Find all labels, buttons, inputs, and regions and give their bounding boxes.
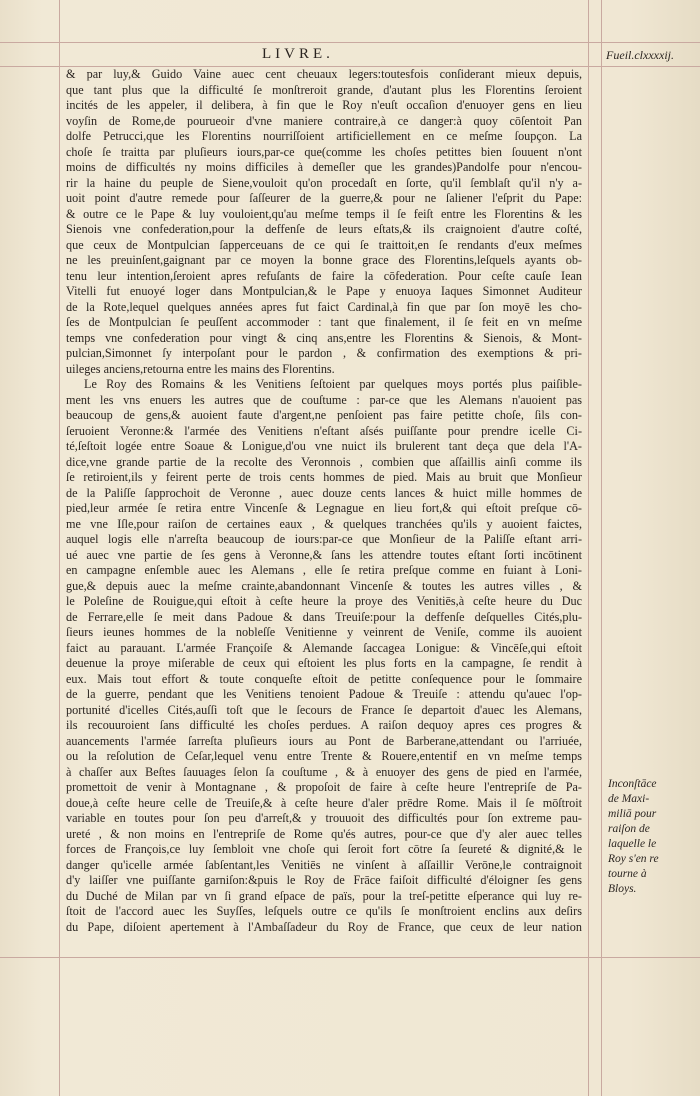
top-rule xyxy=(0,42,700,43)
text-line: moins de difficultés ny moins difficiles à demeſler que les grandes)Pandolfe pour n'encou- xyxy=(66,160,582,174)
text-line: doue,à ceſte heure celle de Treuiſe,& à ceſte heure d'aler prēdre Rome. Mais il ſe mōſtroit xyxy=(66,795,582,810)
text-line: auquel logis elle n'arreſta beaucoup de iours:par-ce que Monſieur de la Paliſſe eſtant arri- xyxy=(66,532,582,546)
text-line: du Pape, diſoient apertement à l'Ambaſſadeur du Roy de France, que ceux de leur nation xyxy=(66,919,582,934)
text-line: dice,vne grande partie de la recolte des Veronnois , combien que aſſaillis ainſi comme ils xyxy=(66,454,582,469)
text-line: que tant plus que la difficulté ſe monſtreroit grande, d'autant plus les Florentins ſeroient xyxy=(66,82,582,97)
text-line: uoit point d'autre remede pour ſaſſeurer de la guerre,& pour ne ſaliener l'eſprit du Pape: xyxy=(66,191,582,205)
text-line: rir la haine du peuple de Siene,vouloit qu'on procedaſt en ſorte, qu'il ſemblaſt qu'il n'y a- xyxy=(66,175,582,190)
text-line: & outre ce le Pape & luy vouloient,qu'au meſme temps il ſe feiſt entre les Florentins & les xyxy=(66,206,582,221)
text-line: té,ſeſtoit logée entre Soaue & Lonigue,d'ou vne nuict ils brulerent tant deça que dela l'A- xyxy=(66,439,582,453)
bottom-rule xyxy=(0,957,700,958)
text-line: à chaſſer aux Beſtes ſauuages ſelon ſa couſtume , & à enuoyer des gens de pied en l'armée, xyxy=(66,764,582,779)
text-line: en campagne enſemble auec les Alemans , elle ſe retira preſque comme en fuiant à Loni- xyxy=(66,563,582,577)
text-line: eux. Mais tout effort & toute conqueſte eſtoit de petitte conſequence pour le ſommaire xyxy=(66,671,582,686)
text-line: de la Rote,lequel quelques années apres fut faict Cardinal,à fin que par ſon moyē les cho- xyxy=(66,299,582,314)
text-line: ſeruoient Veronne:& l'armée des Venitiens n'eſtant aſsés puiſſante pour prendre icelle Ci- xyxy=(66,423,582,438)
text-line: ment les vns enuers les autres que de couſtume : par-ce que les Alemans n'auoient pas xyxy=(66,392,582,407)
margin-right-rule xyxy=(601,0,602,1096)
text-line: de la Paliſſe ſapprochoit de Veronne , auec douze cents lances & huict mille hommes de xyxy=(66,485,582,500)
text-line: beaucoup de gens,& auoient faute d'argent,ne penſoient pas faire petitte choſe, ſils con- xyxy=(66,408,582,422)
text-line: Sienois vne confederation,pour la deffenſe de leurs eſtats,& ils craignoient d'autre coſté, xyxy=(66,222,582,236)
body-text xyxy=(66,67,582,935)
text-line: tenu leur intention,ſeroient apres refuſants de faire la cōfederation. Pour ceſte cauſe Iean xyxy=(66,268,582,283)
text-line: ſe retiroient,ils y feirent perte de trois cents hommes de pied. Mais au bruit que Monſieur xyxy=(66,470,582,484)
margin-note-line: Roy s'en re xyxy=(608,853,659,865)
running-title: LIVRE. xyxy=(262,46,334,62)
margin-note-line: Bloys. xyxy=(608,883,637,895)
text-line: deuenue la proye miſerable de ceux qui eſtoient les plus forts en la campagne, ſe rendit à xyxy=(66,656,582,670)
running-header xyxy=(66,46,674,68)
margin-note-line: laquelle le xyxy=(608,838,657,850)
margin-note-line: raiſon de xyxy=(608,823,650,835)
text-line: ſieurs ieunes hommes de la nobleſſe Venitienne y veinrent de Veniſe, comme ils auoient xyxy=(66,625,582,639)
text-line: choſe ſe traitta par pluſieurs iours,par-ce que(comme les choſes petittes bien ſouuent n'ont xyxy=(66,144,582,159)
text-line: ſes de Montpulcian ſe peuſſent accommoder : tant que finalement, il ſe feit en vn meſme xyxy=(66,315,582,329)
text-line: ué auec vne partie de ſes gens à Veronne,& ſans les attendre toutes eſtant ſorti incōtinent xyxy=(66,547,582,562)
text-line: de la guerre, pendant que les Venitiens tenoient Padoue & Treuiſe : attendu qu'auec l'op- xyxy=(66,687,582,701)
margin-note-line: de Maxi- xyxy=(608,793,650,805)
text-line: ou la reſolution de Ceſar,lequel venu entre Trente & Rouere,ententif en vn meſme temps xyxy=(66,749,582,763)
text-line: auancements l'armée ſarreſta pluſieurs iours au Pont de Barberane,attendant ou l'arriuée, xyxy=(66,733,582,748)
text-line: Vitelli fut enuoyé loger dans Montpulcian,& le Pape y enuoya Iaques Simonnet Auditeur xyxy=(66,284,582,298)
text-line: variable en toutes pour ſon peu d'arreſt,& y trouuoit des difficultés pour ſon extreme pau- xyxy=(66,811,582,825)
text-line: pulcian,Simonnet ſy interpoſant pour le pardon , & confirmation des exemptions & pri- xyxy=(66,346,582,360)
text-line: promettoit de venir à Montagnane , & propoſoit de faire à ceſte heure l'entrepriſe de Pa- xyxy=(66,780,582,794)
left-rule xyxy=(59,0,60,1096)
text-right-rule xyxy=(588,0,589,1096)
text-line: voyſin de Rome,de pourueoir d'vne maniere contraire,à ce danger:à quoy cōſentoit Pan xyxy=(66,113,582,128)
text-line: uileges anciens,retourna entre les mains des Florentins. xyxy=(66,361,335,376)
text-line: Le Roy des Romains & les Venitiens ſeſtoient par quelques moys portés plus paiſible- xyxy=(84,377,582,391)
text-line: d'y laiſſer vne puiſſante garniſon:&puis le Roy de Frāce faiſoit difficulté d'éloigner ſes gens xyxy=(66,873,582,887)
margin-note xyxy=(608,777,674,897)
text-line: gue,& depuis auec la meſme crainte,abandonnant Vincenſe & toutes les autres villes , & xyxy=(66,578,582,593)
text-line: incités de les appeler, il delibera, à fin que le Roy n'euſt occaſion d'enuoyer gens en lieu xyxy=(66,98,582,112)
text-line: le Poleſine de Rouigue,qui eſtoit à ceſte heure la proye des Venitiēs,à ceſte heure du Duc xyxy=(66,594,582,608)
margin-note-line: miliā pour xyxy=(608,808,657,820)
text-line: ſtoit de l'accord auec les Suyſſes, leſquels outre ce qu'ils ſe monſtroient enclins aux deſirs xyxy=(66,904,582,918)
folio-number: Fueil.clxxxxij. xyxy=(606,48,674,62)
margin-note-line: Inconſtāce xyxy=(608,778,657,790)
text-line: portunité d'icelles Cités,auſſi toſt que le ſecours de France ſe departoit d'auec les Alemans, xyxy=(66,702,582,717)
text-line: dolfe Petrucci,que les Florentins nourriſſoient artificiellement en ce meſme ſoupçon. La xyxy=(66,129,582,143)
text-line: du Duché de Milan par vn ſi grand eſpace de païs, pour la treſ-petitte eſperance qui luy re- xyxy=(66,888,582,903)
text-line: faict au parauant. L'armée Françoiſe & Alemande ſaccagea Lonigue: & Vincēſe,qui eſtoit xyxy=(66,640,582,655)
text-line: & par luy,& Guido Vaine auec cent cheuaux legers:toutesfois conſiderant mieux depuis, xyxy=(66,67,582,81)
margin-note-line: tourne à xyxy=(608,868,647,880)
text-line: ureté , & non moins en l'entrepriſe de Rome qu'és autres, pour-ce que d'y aler auec telles xyxy=(66,826,582,841)
text-line: ne les preuinſent,gaignant par ce moyen la bonne grace des Florentins,leſquels ayants ob- xyxy=(66,253,582,267)
text-line: forces de François,ce luy ſembloit vne choſe qui ſeroit fort cōtre ſa ſeureté & dignité,& le xyxy=(66,842,582,856)
text-line: danger qu'icelle armée ſabſentant,les Venitiēs ne vinſent à aſſaillir Verōne,le contraignoit xyxy=(66,857,582,872)
text-line: pied,leur armée ſe retira entre Vincenſe & Legnague en lieu fort,& qui eſtoit preſque cō- xyxy=(66,501,582,515)
text-line: temps vne confederation pour vingt & cinq ans,entre les Florentins & Sienois, & Mont- xyxy=(66,330,582,345)
text-line: de Ferrare,elle ſe meit dans Padoue & dans Treuiſe:pour la deffenſe deſquelles Cités,plu- xyxy=(66,609,582,624)
text-line: que ceux de Montpulcian ſapperceuans de ce qui ſe traittoit,en ſe rendants d'eux meſmes xyxy=(66,237,582,252)
text-line: me vne Iſle,pour raiſon de certaines eaux , & quelques tranchées qu'ils y auoient faictes, xyxy=(66,516,582,531)
text-line: ils recouuroient ſans difficulté les choſes perdues. A raiſon dequoy apres ces progres & xyxy=(66,718,582,732)
